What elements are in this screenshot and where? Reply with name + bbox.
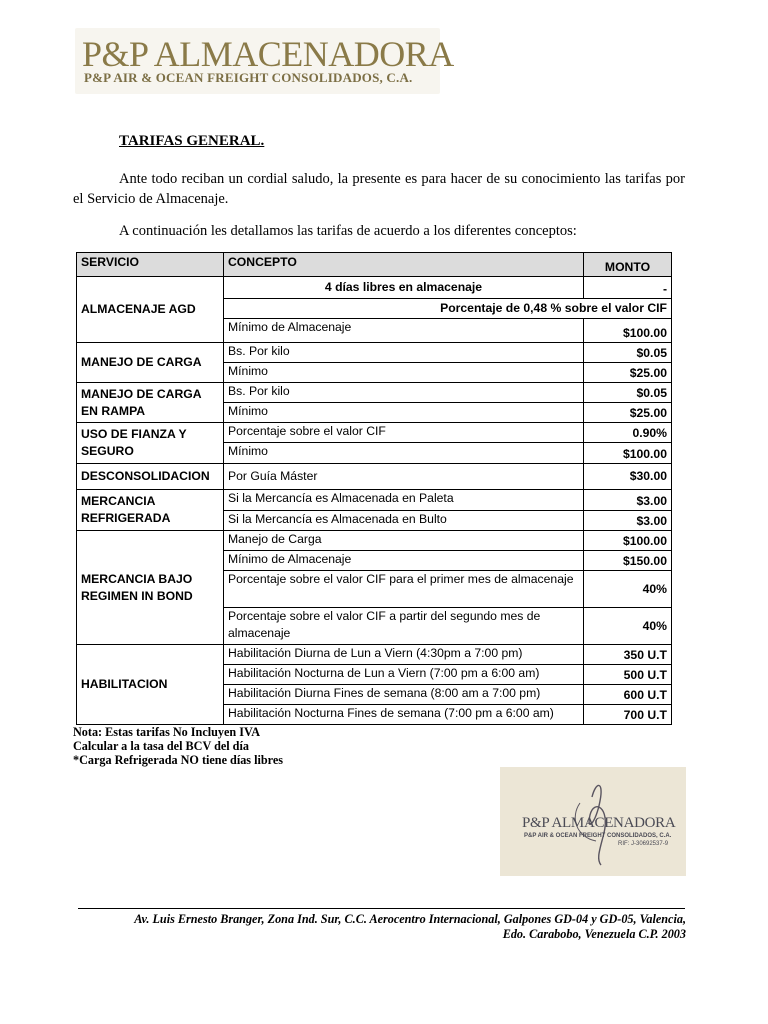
table-row [77, 343, 672, 363]
amount-cell: $0.05 [584, 383, 672, 403]
service-cell: MERCANCIA REFRIGERADA [77, 490, 224, 531]
amount-cell: $25.00 [584, 363, 672, 383]
header-monto: MONTO [584, 253, 672, 277]
intro-paragraph-2: A continuación les detallamos las tarifas de acuerdo a los diferentes conceptos: [119, 223, 577, 239]
table-row [77, 383, 672, 403]
amount-cell: $100.00 [584, 319, 672, 343]
note-iva: Nota: Estas tarifas No Incluyen IVA [73, 725, 260, 739]
concept-cell: Habilitación Nocturna Fines de semana (7:00 pm a 6:00 am) [224, 705, 584, 725]
company-stamp [500, 767, 686, 876]
notes-block [73, 725, 283, 767]
amount-cell: $100.00 [584, 531, 672, 551]
amount-cell: 0.90% [584, 423, 672, 443]
header-servicio: SERVICIO [77, 253, 224, 277]
rates-table [76, 252, 672, 725]
amount-cell: $100.00 [584, 443, 672, 464]
table-row [77, 423, 672, 443]
amount-cell: 600 U.T [584, 685, 672, 705]
service-cell: ALMACENAJE AGD [77, 277, 224, 343]
service-cell: MANEJO DE CARGA EN RAMPA [77, 383, 224, 423]
table-row [77, 490, 672, 511]
stamp-main-text: P&P ALMACENADORA [522, 815, 676, 831]
footer-divider [78, 908, 685, 909]
concept-cell: Porcentaje sobre el valor CIF a partir del segundo mes de almacenaje [224, 608, 584, 645]
stamp-rif-text: RIF: J-30692537-9 [618, 841, 669, 847]
concept-cell: Si la Mercancía es Almacenada en Bulto [224, 511, 584, 531]
concept-cell: Habilitación Diurna de Lun a Viern (4:30pm a 7:00 pm) [224, 645, 584, 665]
amount-cell: - [584, 277, 672, 299]
table-row [77, 531, 672, 551]
concept-cell: Habilitación Diurna Fines de semana (8:00 am a 7:00 pm) [224, 685, 584, 705]
header-concepto: CONCEPTO [224, 253, 584, 277]
intro-paragraph: Ante todo reciban un cordial saludo, la presente es para hacer de su conocimiento las tarifas por el Servicio de Almacenaje. [73, 171, 685, 207]
amount-cell: 350 U.T [584, 645, 672, 665]
concept-cell: 4 días libres en almacenaje [224, 277, 584, 299]
logo-main-text: P&P ALMACENADORA [82, 34, 454, 74]
service-cell: USO DE FIANZA Y SEGURO [77, 423, 224, 464]
concept-cell: Mínimo [224, 363, 584, 383]
concept-cell: Mínimo [224, 403, 584, 423]
document-title: TARIFAS GENERAL. [119, 133, 265, 149]
note-refrigerada: *Carga Refrigerada NO tiene días libres [73, 753, 283, 767]
amount-cell: $3.00 [584, 490, 672, 511]
amount-cell: $25.00 [584, 403, 672, 423]
concept-cell: Habilitación Nocturna de Lun a Viern (7:00 pm a 6:00 am) [224, 665, 584, 685]
footer-address [73, 912, 686, 942]
concept-cell: Bs. Por kilo [224, 343, 584, 363]
amount-cell: 40% [584, 571, 672, 608]
amount-cell: 700 U.T [584, 705, 672, 725]
table-row [77, 645, 672, 665]
service-cell: DESCONSOLIDACION [77, 464, 224, 490]
company-logo [75, 28, 454, 94]
concept-cell: Bs. Por kilo [224, 383, 584, 403]
concept-cell: Porcentaje sobre el valor CIF [224, 423, 584, 443]
amount-cell: 40% [584, 608, 672, 645]
concept-cell: Porcentaje de 0,48 % sobre el valor CIF [224, 299, 672, 319]
footer-line-1: Av. Luis Ernesto Branger, Zona Ind. Sur, C.C. Aerocentro Internacional, Galpones GD-04 y GD-05, Valencia, [134, 912, 686, 926]
footer-line-2: Edo. Carabobo, Venezuela C.P. 2003 [502, 927, 686, 941]
service-cell: MANEJO DE CARGA [77, 343, 224, 383]
table-header-row [77, 253, 672, 277]
logo-sub-text: P&P AIR & OCEAN FREIGHT CONSOLIDADOS, C.A. [84, 70, 413, 85]
note-bcv: Calcular a la tasa del BCV del día [73, 739, 249, 753]
stamp-sub-text: P&P AIR & OCEAN FREIGHT CONSOLIDADOS, C.A. [524, 833, 672, 839]
service-cell: MERCANCIA BAJO REGIMEN IN BOND [77, 531, 224, 645]
concept-cell: Si la Mercancía es Almacenada en Paleta [224, 490, 584, 511]
concept-cell: Mínimo [224, 443, 584, 464]
amount-cell: $0.05 [584, 343, 672, 363]
concept-cell: Mínimo de Almacenaje [224, 319, 584, 343]
amount-cell: 500 U.T [584, 665, 672, 685]
concept-cell: Manejo de Carga [224, 531, 584, 551]
table-row [77, 277, 672, 299]
concept-cell: Porcentaje sobre el valor CIF para el primer mes de almacenaje [224, 571, 584, 608]
table-row [77, 464, 672, 490]
service-cell: HABILITACION [77, 645, 224, 725]
amount-cell: $30.00 [584, 464, 672, 490]
concept-cell: Mínimo de Almacenaje [224, 551, 584, 571]
amount-cell: $150.00 [584, 551, 672, 571]
concept-cell: Por Guía Máster [224, 464, 584, 490]
amount-cell: $3.00 [584, 511, 672, 531]
